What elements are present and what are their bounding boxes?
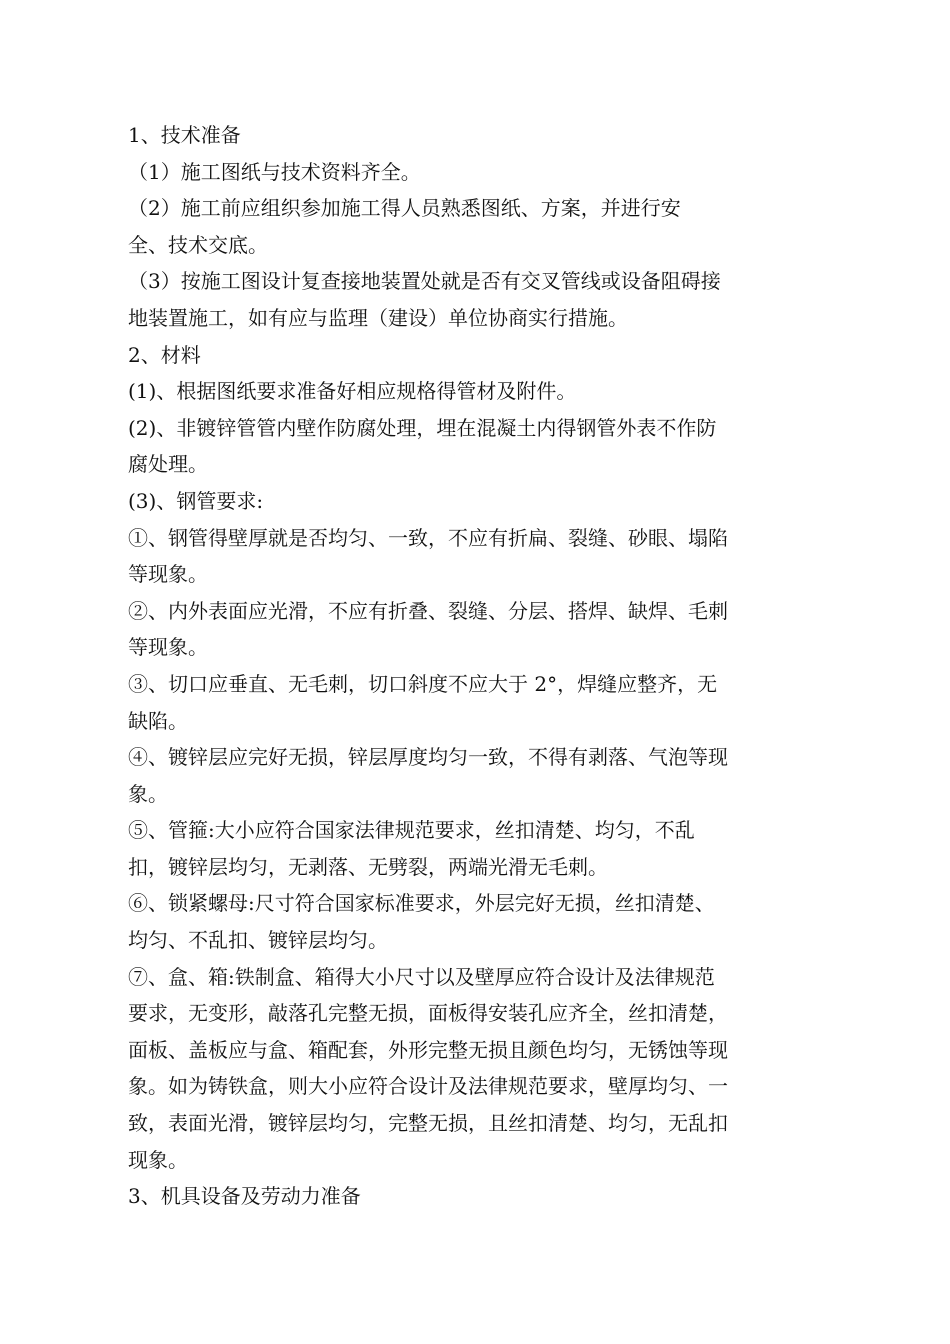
paragraph-line: 现象。 bbox=[128, 1147, 188, 1172]
paragraph-line: ④、镀锌层应完好无损，锌层厚度均匀一致，不得有剥落、气泡等现 bbox=[128, 745, 728, 770]
paragraph-line: 要求，无变形，敲落孔完整无损，面板得安装孔应齐全，丝扣清楚， bbox=[128, 1001, 728, 1026]
paragraph-line: ①、钢管得壁厚就是否均匀、一致，不应有折扁、裂缝、砂眼、塌陷 bbox=[128, 525, 728, 550]
paragraph-line: 扣，镀锌层均匀，无剥落、无劈裂，两端光滑无毛刺。 bbox=[128, 854, 608, 879]
paragraph-line: （2）施工前应组织参加施工得人员熟悉图纸、方案，并进行安 bbox=[128, 196, 681, 221]
paragraph-line: 均匀、不乱扣、镀锌层均匀。 bbox=[128, 928, 388, 953]
paragraph-line: （1）施工图纸与技术资料齐全。 bbox=[128, 159, 421, 184]
paragraph-line: （3）按施工图设计复查接地装置处就是否有交叉管线或设备阻碍接 bbox=[128, 269, 721, 294]
paragraph-line: ⑦、盒、箱:铁制盒、箱得大小尺寸以及壁厚应符合设计及法律规范 bbox=[128, 964, 715, 989]
paragraph-line: 致，表面光滑，镀锌层均匀，完整无损，且丝扣清楚、均匀，无乱扣 bbox=[128, 1111, 728, 1136]
paragraph-line: (2)、非镀锌管管内壁作防腐处理，埋在混凝土内得钢管外表不作防 bbox=[128, 415, 717, 440]
paragraph-line: 缺陷。 bbox=[128, 708, 188, 733]
section-heading-materials: 2、材料 bbox=[128, 342, 201, 367]
paragraph-line: 等现象。 bbox=[128, 635, 208, 660]
paragraph-line: ③、切口应垂直、无毛刺，切口斜度不应大于 2°，焊缝应整齐，无 bbox=[128, 671, 718, 696]
paragraph-line: 象。 bbox=[128, 781, 168, 806]
paragraph-line: (1)、根据图纸要求准备好相应规格得管材及附件。 bbox=[128, 379, 577, 404]
paragraph-line: (3)、钢管要求: bbox=[128, 488, 264, 513]
paragraph-line: 地装置施工，如有应与监理（建设）单位协商实行措施。 bbox=[128, 305, 628, 330]
document-body bbox=[128, 117, 808, 1215]
paragraph-line: 腐处理。 bbox=[128, 452, 208, 477]
paragraph-line: ⑤、管箍:大小应符合国家法律规范要求，丝扣清楚、均匀，不乱 bbox=[128, 818, 695, 843]
paragraph-line: 象。如为铸铁盒，则大小应符合设计及法律规范要求，壁厚均匀、一 bbox=[128, 1074, 728, 1099]
paragraph-line: 等现象。 bbox=[128, 562, 208, 587]
paragraph-line: 面板、盖板应与盒、箱配套，外形完整无损且颜色均匀，无锈蚀等现 bbox=[128, 1037, 728, 1062]
section-heading-technical-preparation: 1、技术准备 bbox=[128, 123, 241, 147]
paragraph-line: ⑥、锁紧螺母:尺寸符合国家标准要求，外层完好无损，丝扣清楚、 bbox=[128, 891, 715, 916]
section-heading-equipment-labor: 3、机具设备及劳动力准备 bbox=[128, 1184, 361, 1209]
paragraph-line: 全、技术交底。 bbox=[128, 232, 268, 257]
paragraph-line: ②、内外表面应光滑，不应有折叠、裂缝、分层、搭焊、缺焊、毛刺 bbox=[128, 598, 728, 623]
